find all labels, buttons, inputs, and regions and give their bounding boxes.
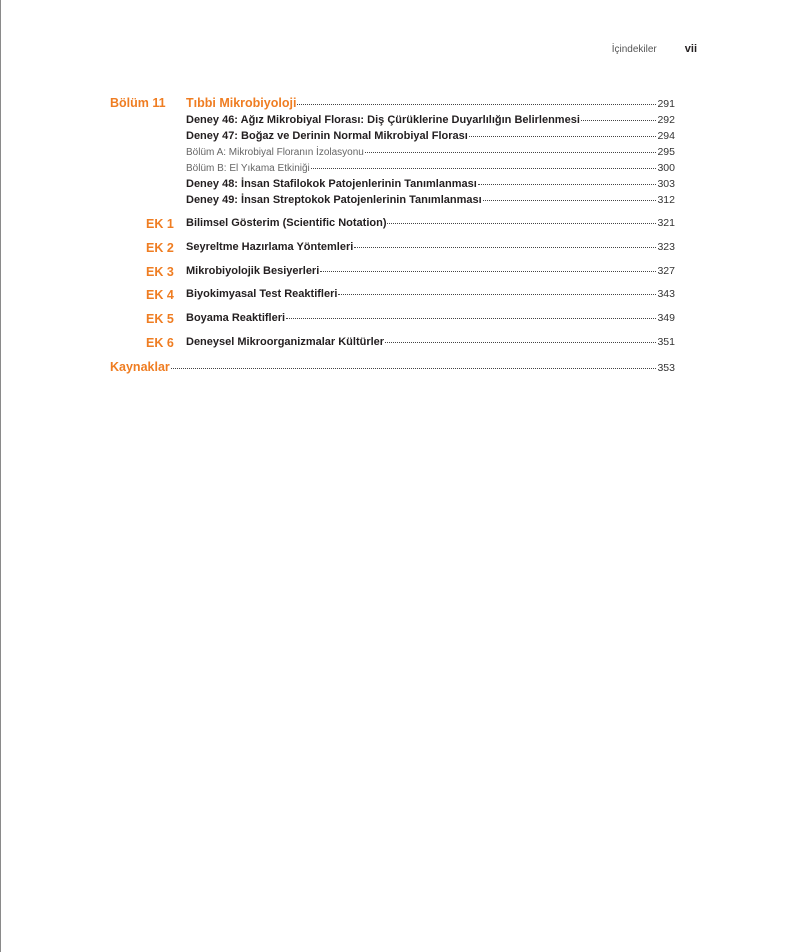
appendix-label: EK 1: [146, 217, 174, 231]
entry-page: 327: [657, 265, 675, 277]
dot-leader: [354, 247, 656, 248]
entry-page: 303: [657, 178, 675, 190]
toc-entry-deney-47[interactable]: [186, 130, 675, 142]
entry-page: 343: [657, 288, 675, 300]
toc-entry-ek-4[interactable]: [186, 288, 675, 300]
appendix-label: EK 5: [146, 312, 174, 326]
dot-leader: [311, 168, 657, 169]
chapter-title: Tıbbi Mikrobiyoloji: [186, 96, 297, 110]
chapter-label: Bölüm 11: [110, 96, 166, 110]
entry-page: 295: [657, 146, 675, 158]
toc-entry-ek-3[interactable]: [186, 265, 675, 277]
entry-page: 349: [657, 312, 675, 324]
toc-entry-chapter-11[interactable]: [186, 96, 675, 110]
dot-leader: [171, 368, 657, 369]
entry-page: 353: [657, 362, 675, 374]
page-number: vii: [684, 43, 697, 55]
references-title: Kaynaklar: [110, 360, 170, 374]
entry-page: 321: [657, 217, 675, 229]
entry-title: Mikrobiyolojik Besiyerleri: [186, 265, 320, 277]
entry-page: 323: [657, 241, 675, 253]
toc-entry-ek-6[interactable]: [186, 336, 675, 348]
entry-page: 291: [657, 98, 675, 110]
entry-title: Deney 48: İnsan Stafilokok Patojenlerinin Tanımlanması: [186, 178, 477, 190]
appendix-label: EK 3: [146, 265, 174, 279]
appendix-label: EK 6: [146, 336, 174, 350]
entry-title: Bölüm A: Mikrobiyal Floranın İzolasyonu: [186, 147, 364, 158]
dot-leader: [338, 294, 656, 295]
entry-title: Deney 47: Boğaz ve Derinin Normal Mikrobiyal Florası: [186, 130, 468, 142]
toc-entry-bolum-b[interactable]: [186, 162, 675, 174]
dot-leader: [365, 152, 657, 153]
dot-leader: [320, 271, 656, 272]
dot-leader: [387, 223, 656, 224]
entry-page: 292: [657, 114, 675, 126]
entry-page: 351: [657, 336, 675, 348]
entry-title: Deney 49: İnsan Streptokok Patojenlerinin Tanımlanması: [186, 194, 482, 206]
entry-title: Seyreltme Hazırlama Yöntemleri: [186, 241, 354, 253]
toc-entry-references[interactable]: [110, 360, 675, 374]
entry-title: Deneysel Mikroorganizmalar Kültürler: [186, 336, 385, 348]
running-header: [612, 43, 697, 55]
entry-page: 300: [657, 162, 675, 174]
dot-leader: [469, 136, 657, 137]
entry-title: Bilimsel Gösterim (Scientific Notation): [186, 217, 387, 229]
entry-page: 312: [657, 194, 675, 206]
dot-leader: [385, 342, 656, 343]
dot-leader: [483, 200, 657, 201]
page-spine-line: [0, 0, 1, 952]
entry-title: Biyokimyasal Test Reaktifleri: [186, 288, 338, 300]
appendix-label: EK 4: [146, 288, 174, 302]
dot-leader: [297, 104, 656, 105]
dot-leader: [581, 120, 657, 121]
appendix-label: EK 2: [146, 241, 174, 255]
toc-entry-deney-48[interactable]: [186, 178, 675, 190]
entry-title: Bölüm B: El Yıkama Etkiniği: [186, 163, 310, 174]
dot-leader: [478, 184, 657, 185]
dot-leader: [286, 318, 656, 319]
toc-entry-ek-2[interactable]: [186, 241, 675, 253]
entry-title: Boyama Reaktifleri: [186, 312, 286, 324]
entry-title: Deney 46: Ağız Mikrobiyal Florası: Diş Çürüklerine Duyarlılığın Belirlenmesi: [186, 114, 580, 126]
entry-page: 294: [657, 130, 675, 142]
toc-entry-ek-1[interactable]: [186, 217, 675, 229]
toc-entry-deney-49[interactable]: [186, 194, 675, 206]
section-title: İçindekiler: [611, 44, 657, 55]
toc-entry-ek-5[interactable]: [186, 312, 675, 324]
toc-entry-deney-46[interactable]: [186, 114, 675, 126]
toc-entry-bolum-a[interactable]: [186, 146, 675, 158]
